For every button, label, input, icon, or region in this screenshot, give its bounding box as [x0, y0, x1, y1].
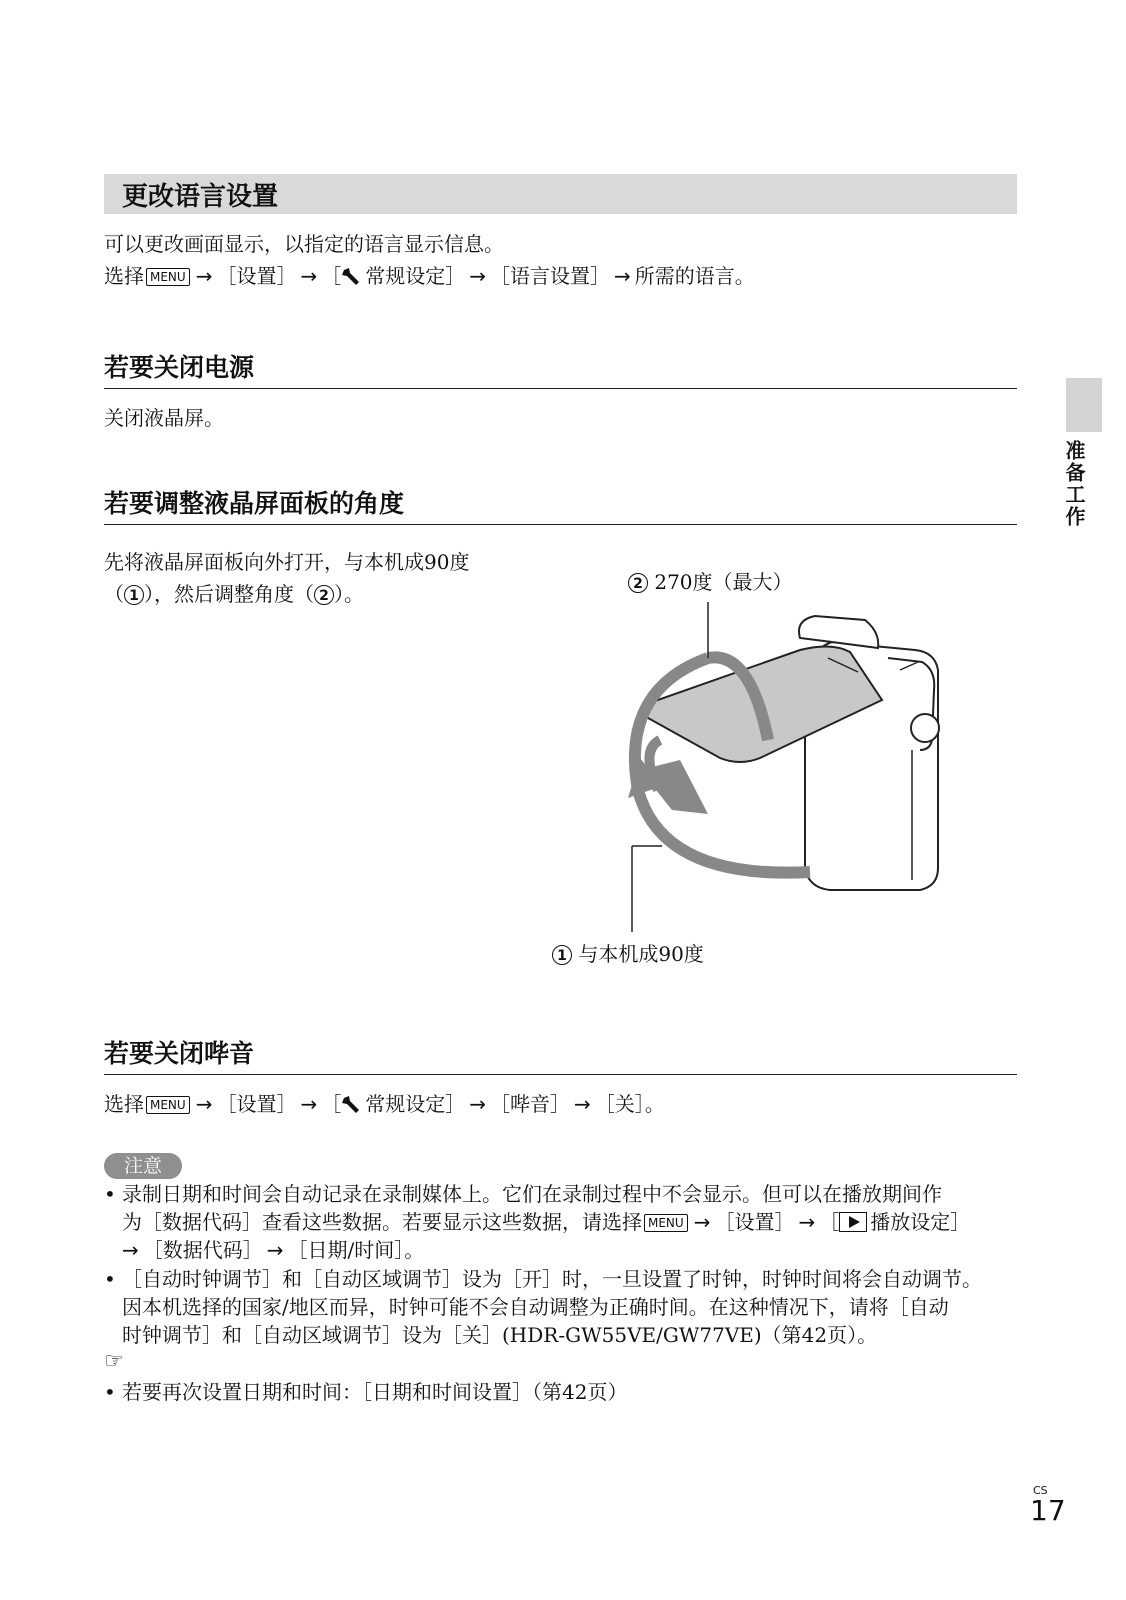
- circle-1-icon: 1: [552, 945, 572, 965]
- general-settings-text: 常规设定］: [365, 264, 466, 288]
- arrow-icon: →: [195, 1092, 213, 1116]
- section-title-bar: [104, 174, 1017, 214]
- arrow-icon: →: [195, 264, 213, 288]
- note-text: 播放设定］: [870, 1210, 971, 1234]
- note-bullet-1: [104, 1180, 970, 1264]
- wrench-icon: [341, 1092, 363, 1124]
- camcorder-illustration: [600, 590, 960, 940]
- note-text: ［数据代码］: [142, 1238, 263, 1262]
- note-text: ［: [819, 1210, 840, 1234]
- section-header-power: [104, 348, 1017, 389]
- arrow-icon: →: [469, 264, 486, 288]
- section-header-beep: [104, 1034, 1017, 1075]
- arrow-icon: →: [122, 1238, 139, 1262]
- note-line: 因本机选择的国家/地区而异，时钟可能不会自动调整为正确时间。在这种情况下，请将［自动: [122, 1295, 949, 1319]
- section-header-angle: [104, 484, 1017, 525]
- angle-body-line2: [104, 578, 469, 610]
- circle-2-icon: 2: [314, 585, 334, 605]
- menu-button-icon: MENU: [146, 1096, 190, 1114]
- language-intro-line: 可以更改画面显示，以指定的语言显示信息。: [104, 232, 504, 256]
- section-title-angle: 若要调整液晶屏面板的角度: [104, 489, 405, 518]
- note-badge: 注意: [104, 1153, 182, 1179]
- select-text: 选择: [104, 1092, 144, 1116]
- label-270-text: 270度（最大）: [654, 570, 793, 594]
- bullet-dot: •: [104, 1380, 116, 1404]
- section-title-language: 更改语言设置: [122, 182, 279, 212]
- note-text: ［日期/时间］。: [287, 1238, 425, 1262]
- arrow-icon: →: [469, 1092, 486, 1116]
- note-line: [122, 1208, 970, 1236]
- note-bullet-2: [104, 1265, 982, 1349]
- arrow-icon: →: [300, 264, 318, 288]
- bracket-text: ［: [321, 264, 342, 288]
- angle-body-line: 先将液晶屏面板向外打开，与本机成90度: [104, 550, 470, 574]
- section-title-power: 若要关闭电源: [104, 353, 255, 382]
- note-text: 为［数据代码］查看这些数据。若要显示这些数据，请选择: [122, 1210, 642, 1234]
- angle-body: [104, 546, 469, 610]
- page-language-code: CS: [1033, 1484, 1048, 1497]
- wrench-icon: [341, 264, 363, 296]
- general-settings-text: 常规设定］: [365, 1092, 466, 1116]
- desired-language-text: 所需的语言。: [634, 264, 755, 288]
- hint-icon: ☞: [104, 1349, 124, 1374]
- note-text: ［设置］: [714, 1210, 795, 1234]
- arrow-icon: →: [798, 1210, 816, 1234]
- note-line: 录制日期和时间会自动记录在录制媒体上。它们在录制过程中不会显示。但可以在播放期间作: [122, 1182, 942, 1206]
- side-tab-label: 准备工作: [1062, 440, 1086, 528]
- language-intro: [104, 228, 755, 296]
- paren-text: （: [104, 582, 124, 606]
- paren-text: ）。: [334, 582, 364, 606]
- label-90-text: 与本机成90度: [578, 942, 704, 966]
- page-number: 17: [1030, 1494, 1066, 1527]
- circle-2-icon: 2: [628, 573, 648, 593]
- settings-text: ［设置］: [216, 264, 297, 288]
- play-icon: [839, 1212, 867, 1232]
- note-line: 若要再次设置日期和时间：［日期和时间设置］（第42页）: [122, 1380, 628, 1404]
- power-body: 关闭液晶屏。: [104, 406, 224, 430]
- label-90: [552, 938, 704, 970]
- beep-steps: [104, 1088, 665, 1124]
- language-steps: [104, 260, 755, 296]
- note-line: ［自动时钟调节］和［自动区域调节］设为［开］时，一旦设置了时钟，时钟时间将会自动调节。: [122, 1267, 982, 1291]
- menu-button-icon: MENU: [644, 1214, 688, 1232]
- language-setting-text: ［语言设置］: [490, 264, 610, 288]
- note-line: [122, 1236, 970, 1264]
- side-tab-marker: [1066, 378, 1102, 432]
- bullet-dot: •: [104, 1182, 116, 1206]
- beep-text: ［哔音］: [490, 1092, 570, 1116]
- arrow-icon: →: [693, 1210, 711, 1234]
- note-bullet-3: [104, 1378, 627, 1406]
- angle-text: ），然后调整角度（: [144, 582, 314, 606]
- section-title-beep: 若要关闭哔音: [104, 1039, 255, 1068]
- circle-1-icon: 1: [124, 585, 144, 605]
- arrow-icon: →: [614, 264, 631, 288]
- select-text: 选择: [104, 264, 144, 288]
- menu-button-icon: MENU: [146, 268, 190, 286]
- bracket-text: ［: [321, 1092, 342, 1116]
- settings-text: ［设置］: [216, 1092, 297, 1116]
- note-line: 时钟调节］和［自动区域调节］设为［关］(HDR-GW55VE/GW77VE)（第42页）。: [122, 1323, 878, 1347]
- arrow-icon: →: [574, 1092, 591, 1116]
- off-text: ［关］。: [594, 1092, 665, 1116]
- bullet-dot: •: [104, 1267, 116, 1291]
- arrow-icon: →: [300, 1092, 318, 1116]
- arrow-icon: →: [266, 1238, 284, 1262]
